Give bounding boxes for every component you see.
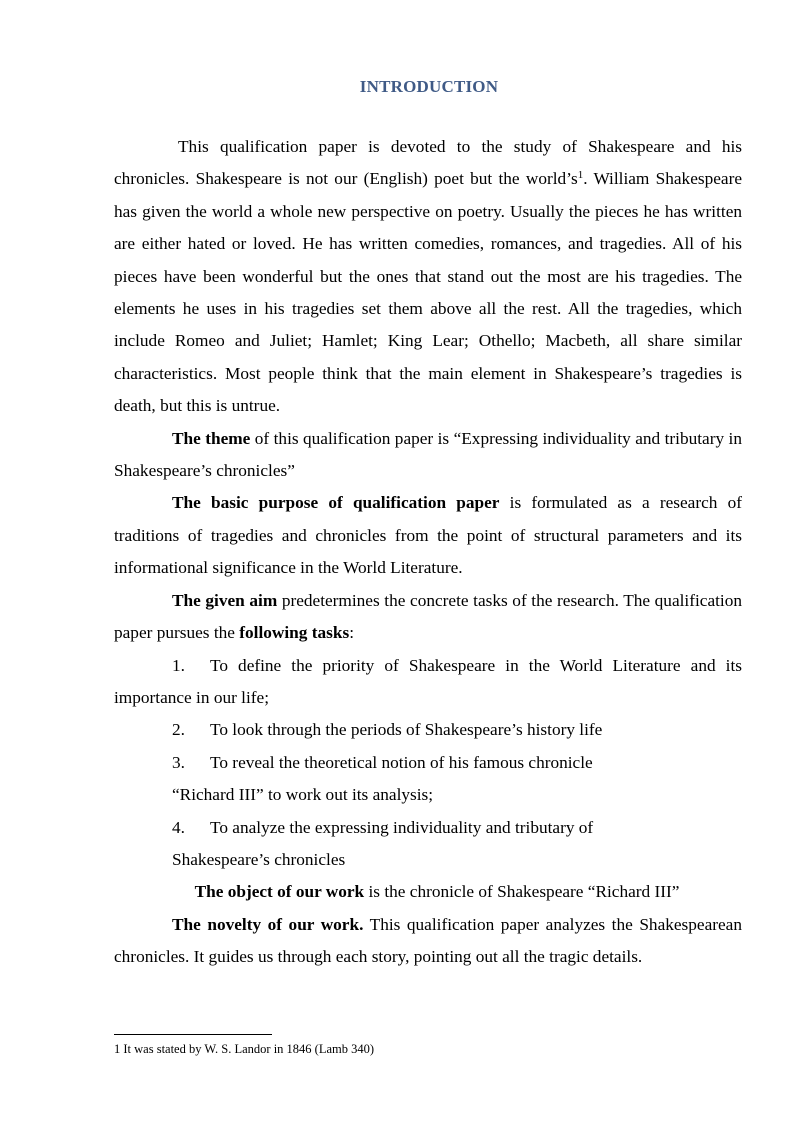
document-body — [114, 131, 742, 974]
theme-label: The theme — [172, 428, 251, 448]
intro-paragraph — [114, 131, 742, 423]
novelty-text: This qualification paper analyzes the Shakespearean chronicles. It guides us through each story, pointing out all the tragic details. — [114, 914, 742, 967]
object-text: is the chronicle of Shakespeare “Richard III” — [364, 882, 680, 902]
purpose-label: The basic purpose of qualification paper — [172, 493, 500, 513]
aim-label: The given aim — [172, 590, 278, 610]
task-item-3-continuation: “Richard III” to work out its analysis; — [172, 785, 434, 805]
task-number: 1. — [172, 655, 185, 675]
novelty-label: The novelty of our work. — [172, 914, 364, 934]
task-number: 4. — [172, 817, 185, 837]
task-item-4-continuation: Shakespeare’s chronicles — [172, 849, 346, 869]
theme-text: of this qualification paper is “Expressing individuality and tributary in Shakespeare’s chronicles” — [114, 428, 743, 481]
task-text: To define the priority of Shakespeare in the World Literature and its importance in our life; — [114, 655, 742, 707]
task-number: 3. — [172, 752, 185, 772]
task-item-1 — [114, 650, 742, 715]
footnote-separator — [114, 1034, 272, 1035]
aim-text: predetermines the concrete tasks of the research. The qualification paper pursues the — [114, 590, 742, 643]
task-item-2 — [114, 714, 742, 746]
footnote-reference[interactable]: 1 — [577, 169, 584, 182]
task-item-4 — [114, 812, 742, 844]
task-text: To reveal the theoretical notion of his famous chronicle — [210, 752, 593, 772]
purpose-paragraph — [114, 487, 742, 584]
task-number: 2. — [172, 720, 185, 740]
task-text: To analyze the expressing individuality and tributary of — [210, 817, 594, 837]
purpose-text: is formulated as a research of traditions of tragedies and chronicles from the point of structural parameters and its informational significance in the World Literature. — [114, 493, 742, 578]
page-title: INTRODUCTION — [359, 77, 499, 96]
object-label: The object of our work — [194, 882, 365, 902]
task-item-3 — [114, 747, 742, 779]
theme-paragraph — [114, 423, 742, 488]
object-paragraph — [114, 876, 742, 908]
aim-paragraph — [114, 585, 742, 650]
intro-text-part2: . William Shakespeare has given the world a whole new perspective on poetry. Usually the pieces he has written are either hated or loved. He has written comedies, romances, and tragedies. All of his pieces have been wonderful but the ones that stand out the most are his tragedies. The elements he uses in his tragedies set them above all the rest. All the tragedies, which include Romeo and Juliet; Hamlet; King Lear; Othello; Macbeth, all share similar characteristics. Most people think that the main element in Shakespeare’s tragedies is death, but this is untrue. — [114, 169, 742, 416]
footnote: 1 It was stated by W. S. Landor in 1846 (Lamb 340) — [114, 1042, 375, 1056]
novelty-paragraph — [114, 909, 742, 974]
task-text: To look through the periods of Shakespeare’s history life — [210, 720, 603, 740]
tasks-label: following tasks — [239, 623, 350, 643]
intro-text-part1: This qualification paper is devoted to the study of Shakespeare and his chronicles. Shakespeare is not our (English) poet but the world’s — [114, 137, 742, 189]
aim-text-end: : — [349, 623, 355, 643]
